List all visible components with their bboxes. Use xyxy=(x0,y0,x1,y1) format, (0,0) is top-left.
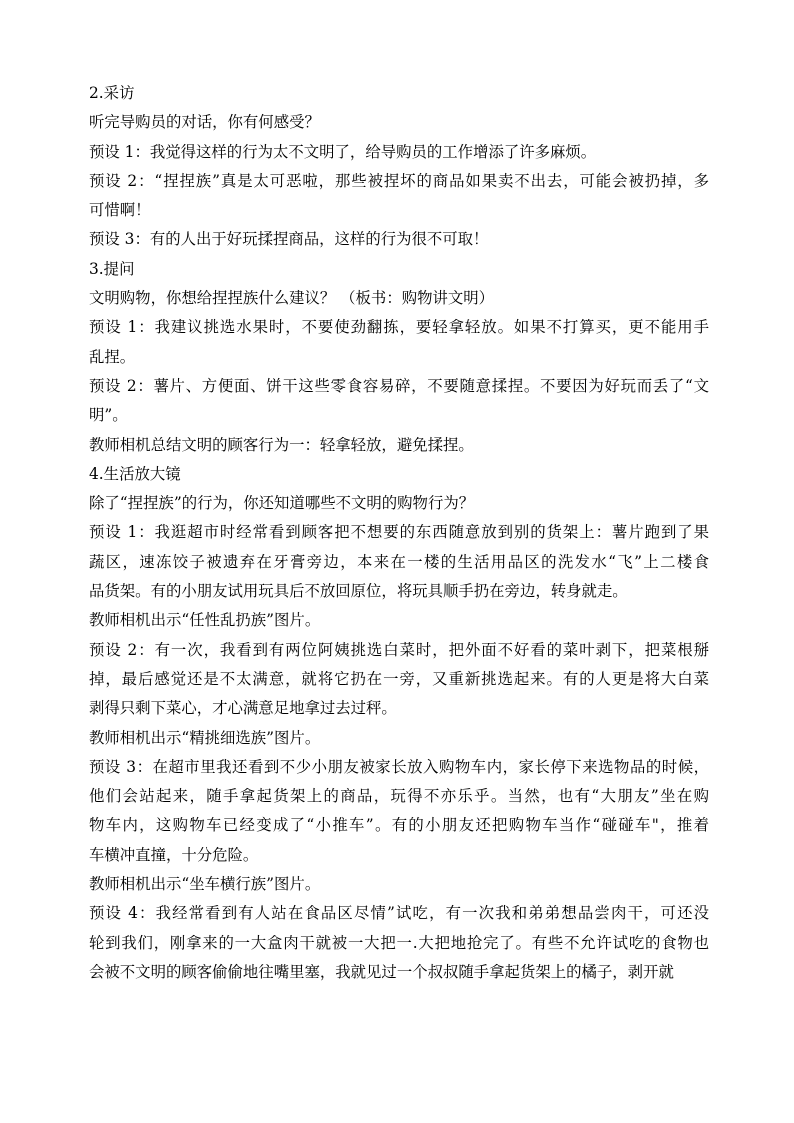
paragraph xyxy=(89,372,709,431)
paragraph xyxy=(89,753,709,870)
paragraph xyxy=(89,255,709,284)
text-line: 预设 3：有的人出于好玩揉捏商品，这样的行为很不可取！ xyxy=(89,230,489,249)
text-line: 预设 4：我经常看到有人站在食品区尽情”试吃，有一次我和弟弟想品尝肉干，可还没 xyxy=(89,904,709,923)
paragraph xyxy=(89,431,709,460)
text-line: 预设 2：“捏捏族”真是太可恶啦，那些被捏坏的商品如果卖不出去，可能会被扔掉，多 xyxy=(89,171,709,190)
text-line: 教师相机出示“任性乱扔族”图片。 xyxy=(89,611,321,630)
text-line: 轮到我们，刚拿来的一大盒肉干就被一大把一.大把地抢完了。有些不允许试吃的食物也 xyxy=(89,933,709,952)
paragraph xyxy=(89,724,709,753)
paragraph xyxy=(89,167,709,226)
text-line: 除了“捏捏族”的行为，你还知道哪些不文明的购物行为？ xyxy=(89,494,475,513)
paragraph xyxy=(89,460,709,489)
paragraph xyxy=(89,138,709,167)
text-line: 预设 1：我觉得这样的行为太不文明了，给导购员的工作增添了许多麻烦。 xyxy=(89,142,597,161)
paragraph xyxy=(89,284,709,313)
text-line: 可惜啊！ xyxy=(89,201,151,220)
paragraph xyxy=(89,108,709,137)
paragraph xyxy=(89,606,709,635)
text-line: 预设 2：薯片、方便面、饼干这些零食容易碎，不要随意揉捏。不要因为好玩而丢了“文 xyxy=(89,376,709,395)
text-line: 2.采访 xyxy=(89,84,135,102)
text-line: 预设 1：我建议挑选水果时，不要使劲翻拣，要轻拿轻放。如果不打算买，更不能用手 xyxy=(89,318,709,337)
text-line: 蔬区，速冻饺子被遗弃在牙膏旁边，本来在一楼的生活用品区的洗发水“飞”上二楼食 xyxy=(89,552,709,571)
paragraph xyxy=(89,489,709,518)
text-line: 教师相机总结文明的顾客行为一：轻拿轻放，避免揉捏。 xyxy=(89,435,474,454)
text-line: 预设 3：在超市里我还看到不少小朋友被家长放入购物车内，家长停下来选物品的时候， xyxy=(89,757,709,776)
paragraph xyxy=(89,870,709,899)
text-line: 教师相机出示“精挑细选族”图片。 xyxy=(89,728,321,747)
paragraph xyxy=(89,636,709,724)
document-body xyxy=(89,79,709,987)
text-line: 他们会站起来，随手拿起货架上的商品，玩得不亦乐乎。当然，也有“大朋友”坐在购 xyxy=(89,787,709,806)
paragraph xyxy=(89,79,709,108)
text-line: 品货架。有的小朋友试用玩具后不放回原位，将玩具顺手扔在旁边，转身就走。 xyxy=(89,582,628,601)
paragraph xyxy=(89,313,709,372)
text-line: 物车内，这购物车已经变成了“小推车”。有的小朋友还把购物车当作“碰碰车"，推着 xyxy=(89,816,709,835)
text-line: 掉，最后感觉还是不太满意，就将它扔在一旁，又重新挑选起来。有的人更是将大白菜 xyxy=(89,669,709,688)
text-line: 文明购物，你想给捏捏族什么建议？ （板书：购物讲文明） xyxy=(89,289,495,308)
paragraph xyxy=(89,225,709,254)
paragraph xyxy=(89,518,709,606)
paragraph xyxy=(89,899,709,987)
text-line: 剥得只剩下菜心，才心满意足地拿过去过秤。 xyxy=(89,699,397,718)
text-line: 听完导购员的对话，你有何感受？ xyxy=(89,113,320,132)
text-line: 明”。 xyxy=(89,406,128,425)
text-line: 4.生活放大镜 xyxy=(89,464,181,483)
text-line: 会被不文明的顾客偷偷地往嘴里塞，我就见过一个叔叔随手拿起货架上的橘子，剥开就 xyxy=(89,962,674,981)
text-line: 预设 2：有一次，我看到有两位阿姨挑选白菜时，把外面不好看的菜叶剥下，把菜根掰 xyxy=(89,640,709,659)
text-line: 车横冲直撞，十分危险。 xyxy=(89,845,259,864)
text-line: 预设 1：我逛超市时经常看到顾客把不想要的东西随意放到别的货架上：薯片跑到了果 xyxy=(89,523,709,542)
text-line: 乱捏。 xyxy=(89,347,136,366)
text-line: 3.提问 xyxy=(89,259,135,278)
text-line: 教师相机出示“坐车横行族”图片。 xyxy=(89,875,321,894)
